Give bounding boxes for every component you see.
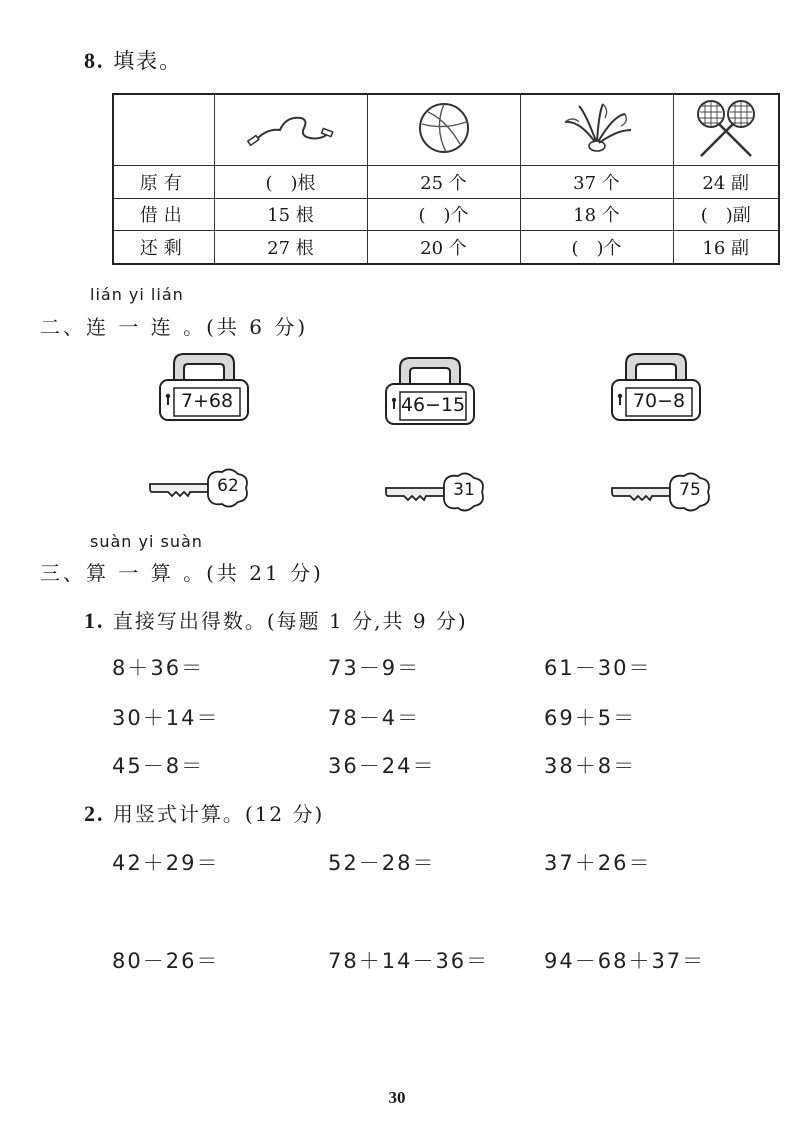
key-2[interactable] — [384, 472, 488, 516]
table-cell: 16 副 — [673, 231, 779, 264]
equation: 78－4＝ — [328, 706, 421, 730]
equation: 80－26＝ — [112, 949, 220, 973]
key-value: 62 — [217, 476, 239, 496]
equation: 30＋14＝ — [112, 706, 220, 730]
table-cell: 20 个 — [367, 231, 520, 264]
table-cell: 24 副 — [673, 166, 779, 199]
key-1[interactable] — [148, 468, 252, 512]
section3-title: 三、算 一 算 。(共 21 分) — [40, 561, 324, 585]
equation: 36－24＝ — [328, 754, 436, 778]
key-3[interactable] — [610, 472, 714, 516]
table-cell: ( )副 — [673, 198, 779, 231]
row-label: 还剩 — [113, 231, 214, 264]
equation: 94－68＋37＝ — [544, 949, 706, 973]
equation: 78＋14－36＝ — [328, 949, 490, 973]
lock-1[interactable] — [158, 352, 250, 426]
part1-heading — [84, 605, 468, 634]
fill-table — [112, 93, 780, 265]
lock-expression: 7+68 — [180, 390, 234, 412]
part2-title: 用竖式计算。(12 分) — [112, 802, 325, 826]
equation: 69＋5＝ — [544, 706, 637, 730]
table-cell: 18 个 — [520, 198, 673, 231]
table-row — [113, 231, 779, 264]
badminton-rackets-icon — [673, 94, 779, 166]
equation: 45－8＝ — [112, 754, 205, 778]
table-cell: ( )个 — [520, 231, 673, 264]
key-value: 31 — [453, 480, 475, 500]
question-title: 填表。 — [113, 49, 183, 73]
part1-title: 直接写出得数。(每题 1 分,共 9 分) — [112, 609, 468, 633]
row-label: 借出 — [113, 198, 214, 231]
equation: 38＋8＝ — [544, 754, 637, 778]
lock-3[interactable] — [610, 352, 702, 426]
section2-title: 二、连 一 连 。(共 6 分) — [40, 315, 309, 339]
equation: 37＋26＝ — [544, 851, 652, 875]
table-row — [113, 198, 779, 231]
lock-2[interactable] — [384, 356, 476, 430]
table-cell: 25 个 — [367, 166, 520, 199]
part1-number: 1. — [84, 608, 105, 633]
table-cell: 15 根 — [214, 198, 367, 231]
table-cell: 37 个 — [520, 166, 673, 199]
table-cell: ( )个 — [367, 198, 520, 231]
part2-heading — [84, 798, 324, 827]
table-cell: ( )根 — [214, 166, 367, 199]
ball-icon — [367, 94, 520, 166]
equation: 73－9＝ — [328, 656, 421, 680]
equation: 42＋29＝ — [112, 851, 220, 875]
key-value: 75 — [679, 480, 701, 500]
lock-expression: 70−8 — [632, 390, 686, 412]
question-8-heading — [84, 45, 182, 75]
question-number: 8. — [84, 48, 105, 73]
equation: 52－28＝ — [328, 851, 436, 875]
table-row — [113, 166, 779, 199]
section3-pinyin: suàn yi suàn — [90, 532, 203, 551]
equation: 8＋36＝ — [112, 656, 205, 680]
equation: 61－30＝ — [544, 656, 652, 680]
table-cell: 27 根 — [214, 231, 367, 264]
page-number: 30 — [388, 1088, 406, 1107]
lock-expression: 46−15 — [400, 394, 466, 416]
part2-number: 2. — [84, 801, 105, 826]
section2-pinyin: lián yi lián — [90, 285, 184, 304]
shuttlecock-icon — [520, 94, 673, 166]
jump-rope-icon — [214, 94, 367, 166]
row-label: 原有 — [113, 166, 214, 199]
corner-cell — [113, 94, 214, 166]
